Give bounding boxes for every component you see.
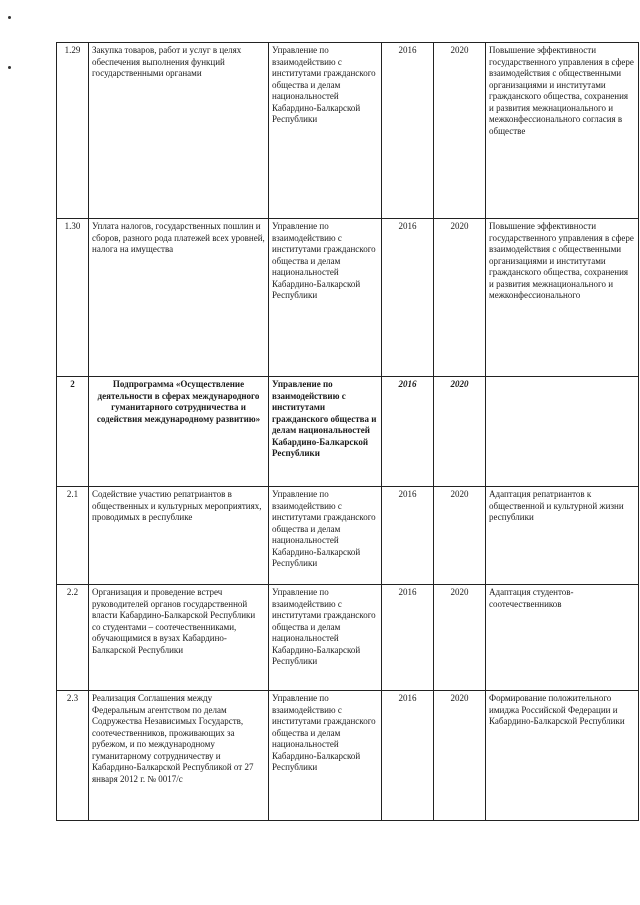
measure-title: Содействие участию репатриантов в общественных и культурных мероприятиях, проводимых в республике [89,487,269,585]
measure-title: Организация и проведение встреч руководителей органов государственной власти Кабардино-Балкарской Республики со студентами – соотечественниками, обучающимися в вузах Кабардино-Балкарской Республики [89,585,269,691]
row-number: 2.1 [57,487,89,585]
measures-table [56,42,639,821]
row-number: 1.30 [57,219,89,377]
table-row [57,691,639,821]
executor: Управление по взаимодействию с институтами гражданского общества и делам национальностей Кабардино-Балкарской Республики [269,43,382,219]
subprogram-row [57,377,639,487]
start-year: 2016 [382,487,434,585]
scan-dot [8,66,11,69]
row-number: 2.2 [57,585,89,691]
expected-result: Повышение эффективности государственного управления в сфере взаимодействия с общественными организациями и институтами гражданского общества, сохранения и развития межнационального и межконфессионального согласия в обществе [486,43,639,219]
measure-title: Уплата налогов, государственных пошлин и сборов, разного рода платежей всех уровней, налога на имущества [89,219,269,377]
expected-result: Повышение эффективности государственного управления в сфере взаимодействия с общественными организациями и институтами гражданского общества, сохранения и развития межнационального и межконфессионального [486,219,639,377]
scan-dot [8,16,11,19]
row-number: 1.29 [57,43,89,219]
executor: Управление по взаимодействию с институтами гражданского общества и делам национальностей Кабардино-Балкарской Республики [269,219,382,377]
end-year: 2020 [434,487,486,585]
executor: Управление по взаимодействию с институтами гражданского общества и делам национальностей Кабардино-Балкарской Республики [269,487,382,585]
start-year: 2016 [382,43,434,219]
end-year: 2020 [434,219,486,377]
start-year: 2016 [382,219,434,377]
executor: Управление по взаимодействию с институтами гражданского общества и делам национальностей Кабардино-Балкарской Республики [269,691,382,821]
measure-title: Реализация Соглашения между Федеральным агентством по делам Содружества Независимых Государств, соотечественников, проживающих за рубежом, и по международному гуманитарному сотрудничеству и Кабардино-Балкарской Республикой от 27 января 2012 г. № 0017/с [89,691,269,821]
expected-result: Адаптация студентов-соотечественников [486,585,639,691]
subprogram-title: Подпрограмма «Осуществление деятельности в сферах международного гуманитарного сотрудничества и содействия международному развитию» [89,377,269,487]
table-row [57,487,639,585]
row-number: 2 [57,377,89,487]
executor: Управление по взаимодействию с институтами гражданского общества и делам национальностей Кабардино-Балкарской Республики [269,585,382,691]
table-row [57,43,639,219]
table-row [57,219,639,377]
end-year: 2020 [434,691,486,821]
measure-title: Закупка товаров, работ и услуг в целях обеспечения выполнения функций государственными органами [89,43,269,219]
start-year: 2016 [382,691,434,821]
expected-result [486,377,639,487]
executor: Управление по взаимодействию с институтами гражданского общества и делам национальностей Кабардино-Балкарской Республики [269,377,382,487]
start-year: 2016 [382,377,434,487]
start-year: 2016 [382,585,434,691]
end-year: 2020 [434,377,486,487]
row-number: 2.3 [57,691,89,821]
expected-result: Формирование положительного имиджа Российской Федерации и Кабардино-Балкарской Республики [486,691,639,821]
expected-result: Адаптация репатриантов к общественной и культурной жизни республики [486,487,639,585]
end-year: 2020 [434,585,486,691]
end-year: 2020 [434,43,486,219]
table-row [57,585,639,691]
